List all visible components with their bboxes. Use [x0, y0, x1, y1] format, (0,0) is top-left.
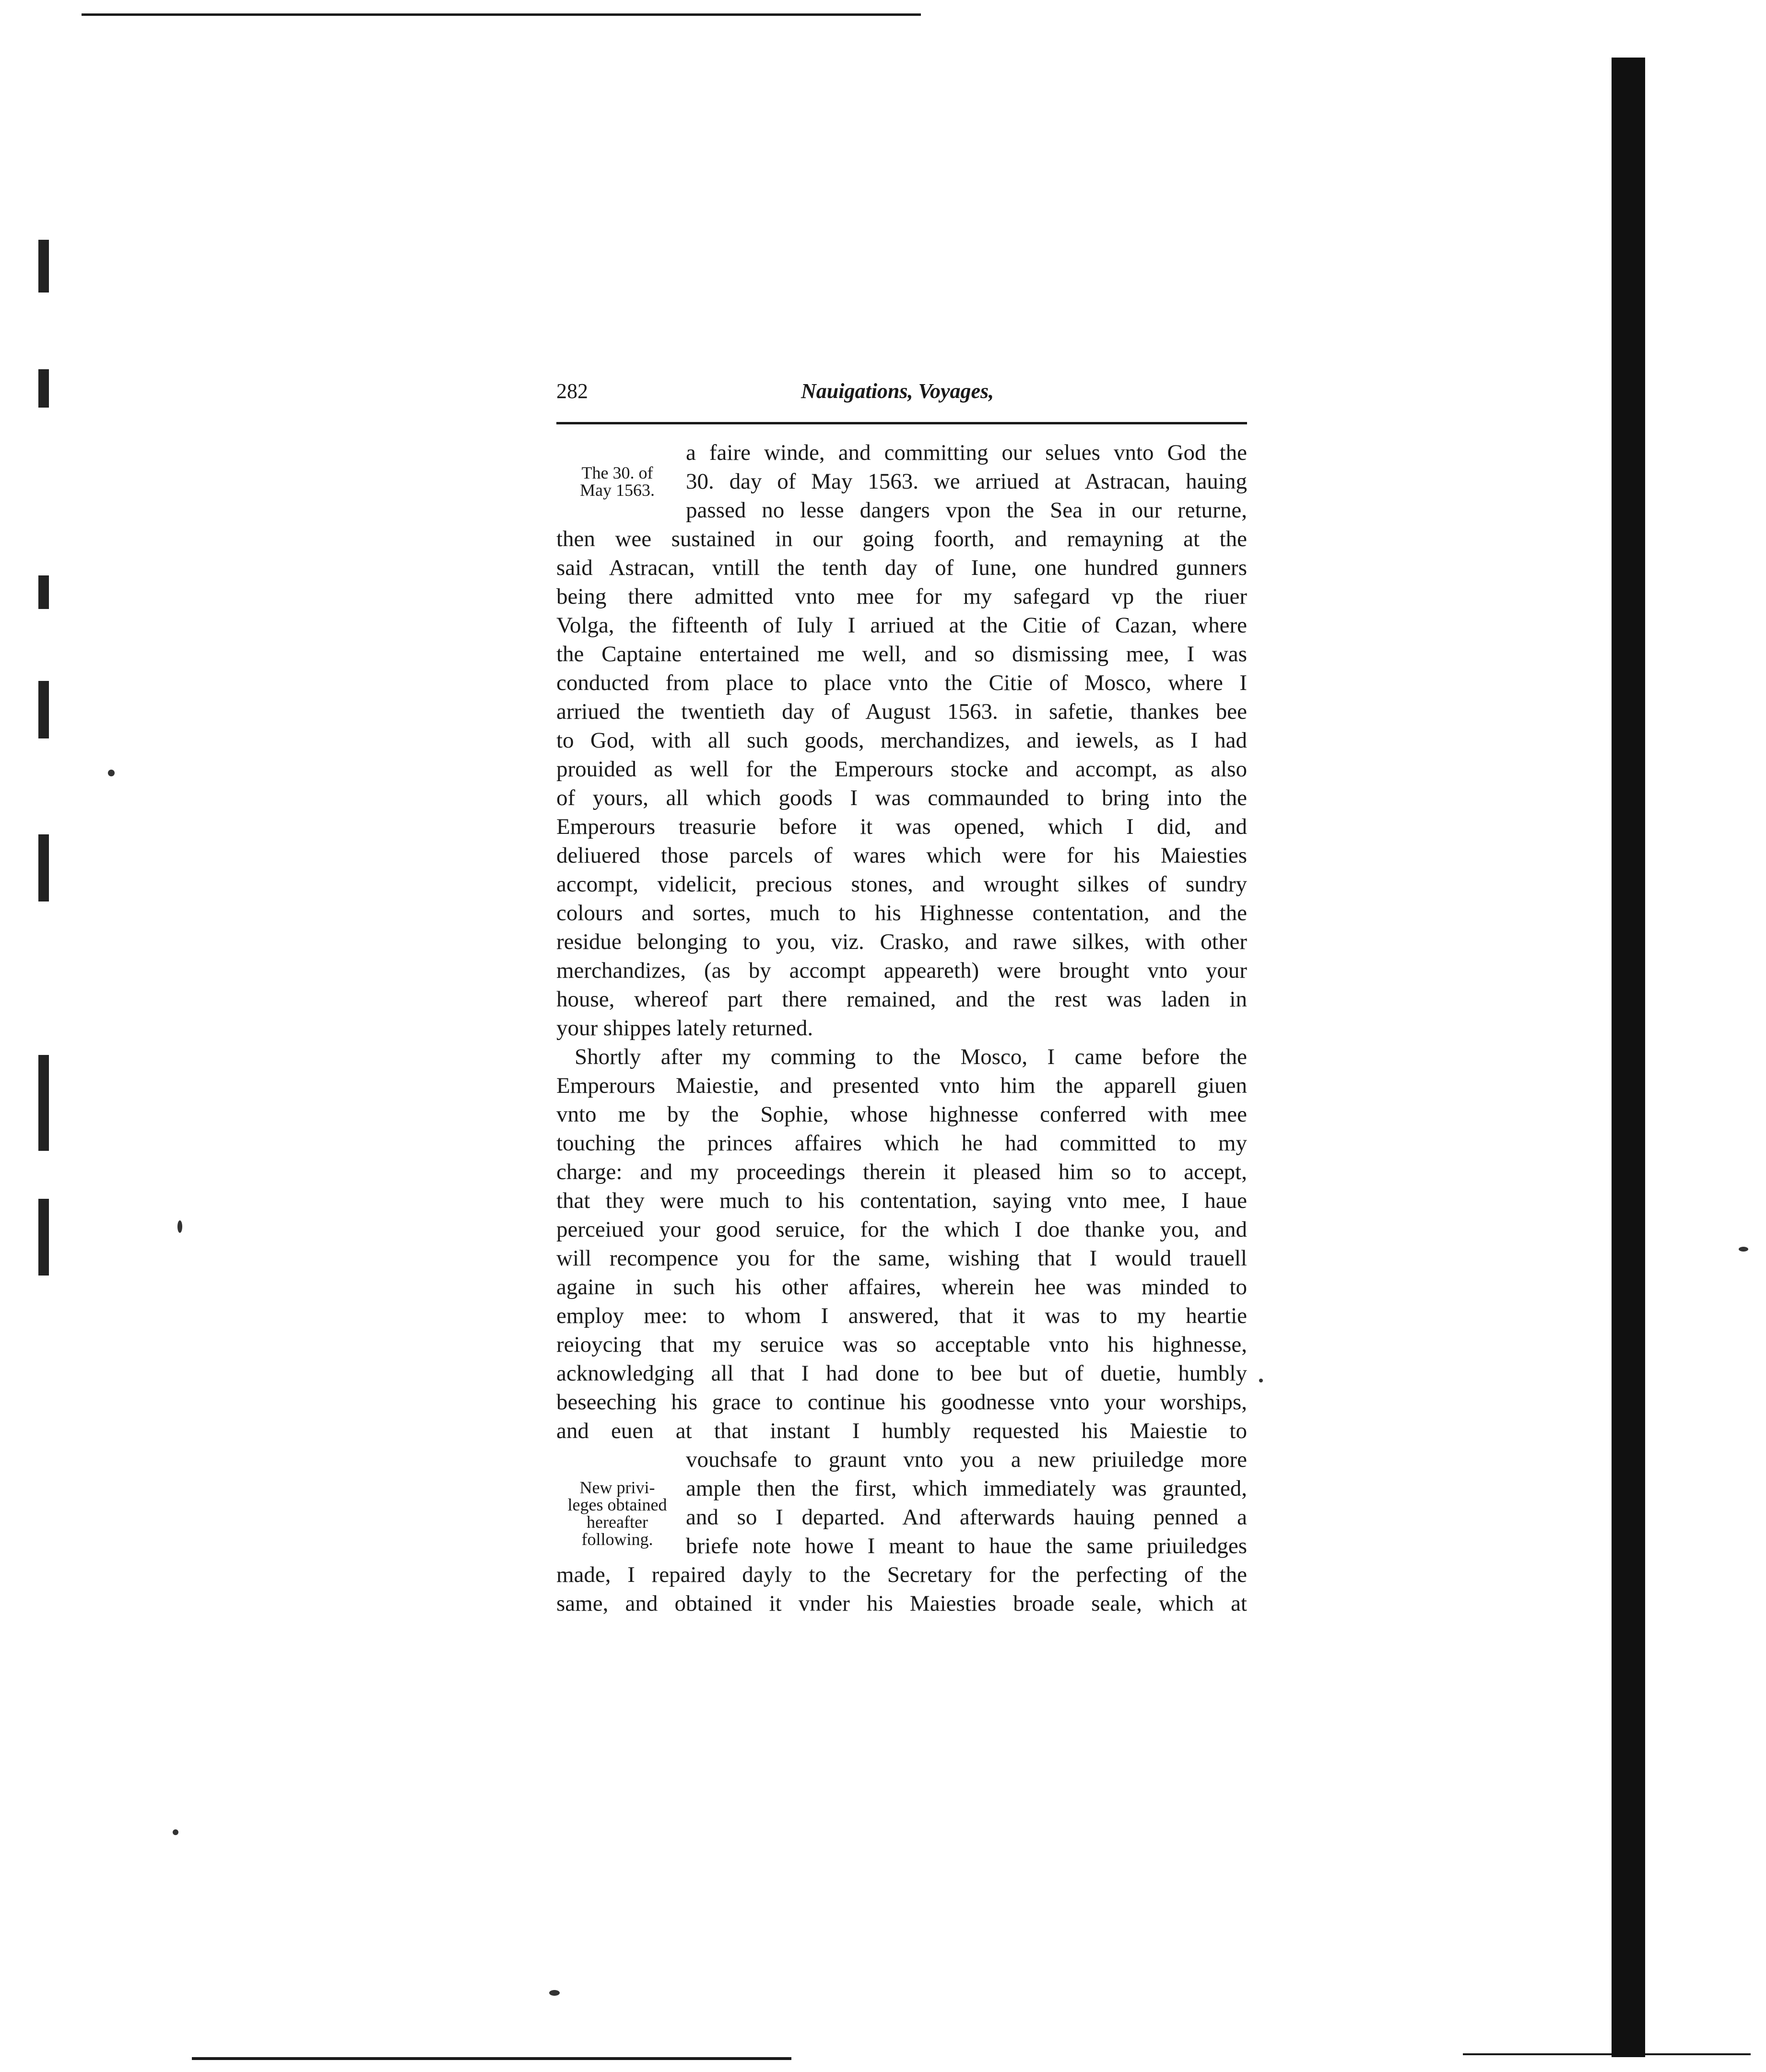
speck: [1739, 1247, 1748, 1252]
text-line: will recompence you for the same, wishing that I would trauell: [556, 1246, 1247, 1271]
bottom-scan-rule: [192, 2057, 791, 2060]
text-line: againe in such his other affaires, wherein hee was minded to: [556, 1275, 1247, 1299]
text-line: reioycing that my seruice was so acceptable vnto his highnesse,: [556, 1332, 1247, 1357]
edge-mark: [38, 240, 49, 293]
text-line: perceiued your good seruice, for the which I doe thanke you, and: [556, 1217, 1247, 1242]
margin-note-line: New privi-: [579, 1478, 655, 1497]
text-line: Emperours Maiestie, and presented vnto him the apparell giuen: [556, 1073, 1247, 1098]
text-line: the Captaine entertained me well, and so dismissing mee, I was: [556, 642, 1247, 667]
binding-shadow: [1612, 58, 1645, 2057]
speck: [1259, 1379, 1263, 1382]
edge-mark: [38, 1055, 49, 1151]
margin-note-line: leges obtained: [567, 1495, 667, 1514]
text-line: house, whereof part there remained, and the rest was laden in: [556, 987, 1247, 1012]
margin-note-line: following.: [581, 1530, 653, 1549]
edge-mark: [38, 1199, 49, 1276]
text-line: then wee sustained in our going foorth, and remayning at the: [556, 527, 1247, 551]
margin-note-line: The 30. of: [581, 463, 653, 482]
text-line: Volga, the fifteenth of Iuly I arriued at the Citie of Cazan, where: [556, 613, 1247, 638]
text-line: your shippes lately returned.: [556, 1016, 813, 1041]
text-line: Shortly after my comming to the Mosco, I came before the: [575, 1044, 1247, 1069]
text-line: conducted from place to place vnto the Citie of Mosco, where I: [556, 670, 1247, 695]
text-line: ample then the first, which immediately was graunted,: [686, 1476, 1247, 1501]
text-line: same, and obtained it vnder his Maiesties broade seale, which at: [556, 1591, 1247, 1616]
text-line: 30. day of May 1563. we arriued at Astracan, hauing: [686, 469, 1247, 494]
edge-mark: [38, 575, 49, 609]
speck: [177, 1220, 182, 1233]
text-line: and euen at that instant I humbly requested his Maiestie to: [556, 1418, 1247, 1443]
speck: [108, 770, 115, 776]
text-line: acknowledging all that I had done to bee but of duetie, humbly: [556, 1361, 1247, 1386]
text-line: said Astracan, vntill the tenth day of Iune, one hundred gunners: [556, 555, 1247, 580]
running-title: Nauigations, Voyages,: [801, 379, 994, 403]
text-line: employ mee: to whom I answered, that it was to my heartie: [556, 1303, 1247, 1328]
text-line: a faire winde, and committing our selues vnto God the: [686, 440, 1247, 465]
top-scan-rule: [82, 13, 921, 16]
header-rule: [556, 422, 1247, 424]
margin-note-line: hereafter: [587, 1512, 648, 1532]
text-line: made, I repaired dayly to the Secretary for the perfecting of the: [556, 1562, 1247, 1587]
body-text: [556, 438, 1247, 1618]
text-line: passed no lesse dangers vpon the Sea in our returne,: [686, 498, 1247, 523]
bottom-right-scan-rule: [1463, 2053, 1751, 2055]
margin-note-line: May 1563.: [580, 480, 655, 500]
page-number: 282: [556, 379, 588, 403]
edge-mark: [38, 681, 49, 738]
text-line: being there admitted vnto mee for my safegard vp the riuer: [556, 584, 1247, 609]
text-line: arriued the twentieth day of August 1563. in safetie, thankes bee: [556, 699, 1247, 724]
text-line: residue belonging to you, viz. Crasko, and rawe silkes, with other: [556, 929, 1247, 954]
text-line: accompt, videlicit, precious stones, and wrought silkes of sundry: [556, 872, 1247, 897]
text-line: beseeching his grace to continue his goodnesse vnto your worships,: [556, 1390, 1247, 1415]
text-line: that they were much to his contentation, saying vnto mee, I haue: [556, 1188, 1247, 1213]
text-line: colours and sortes, much to his Highnesse contentation, and the: [556, 901, 1247, 925]
text-line: vouchsafe to graunt vnto you a new priuiledge more: [686, 1447, 1247, 1472]
text-line: briefe note howe I meant to haue the same priuiledges: [686, 1534, 1247, 1558]
text-line: and so I departed. And afterwards hauing penned a: [686, 1505, 1247, 1530]
edge-mark: [38, 369, 49, 408]
text-line: prouided as well for the Emperours stocke and accompt, as also: [556, 757, 1247, 782]
speck: [549, 1990, 560, 1996]
text-line: deliuered those parcels of wares which were for his Maiesties: [556, 843, 1247, 868]
text-line: to God, with all such goods, merchandizes, and iewels, as I had: [556, 728, 1247, 753]
text-line: charge: and my proceedings therein it pleased him so to accept,: [556, 1159, 1247, 1184]
text-line: of yours, all which goods I was commaunded to bring into the: [556, 785, 1247, 810]
text-line: vnto me by the Sophie, whose highnesse conferred with mee: [556, 1102, 1247, 1127]
edge-mark: [38, 834, 49, 901]
running-head: [556, 379, 1247, 417]
text-line: touching the princes affaires which he had committed to my: [556, 1131, 1247, 1156]
text-line: Emperours treasurie before it was opened, which I did, and: [556, 814, 1247, 839]
speck: [173, 1829, 178, 1835]
text-line: merchandizes, (as by accompt appeareth) were brought vnto your: [556, 958, 1247, 983]
